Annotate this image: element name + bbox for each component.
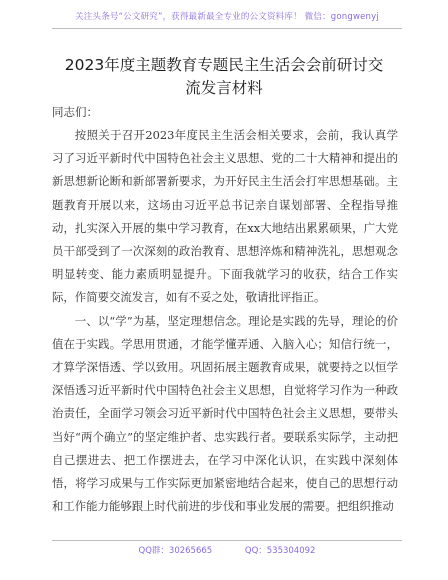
document-body <box>52 124 398 518</box>
header-divider <box>52 28 402 29</box>
footer-qq: QQ：535304092 <box>244 546 316 556</box>
title-line-1: 2023年度主题教育专题民主生活会会前研讨交 <box>64 56 384 74</box>
title-line-2: 流发言材料 <box>185 79 263 97</box>
footer-qq-group: QQ群：30265665 <box>138 546 213 556</box>
header-note: 关注头条号“公文研究”，获得最新最全专业的公文资料库！ 微信：gongwenyj <box>75 12 379 22</box>
document-title <box>48 54 400 100</box>
paragraph-intro: 按照关于召开2023年度民主生活会相关要求，会前，我认真学习了习近平新时代中国特色社会主义思想、党的二十大精神和提出的新思想新论断和新部署新要求，为开好民主生活会打牢思想基础。主题教育开展以来，这场由习近平总书记亲自谋划部署、全程指导推动，扎实深入开展的集中学习教育，在xx大地结出累累硕果，广大党员干部受到了一次深刻的政治教育、思想淬炼和精神洗礼，思想观念明显转变、能力素质明显提升。下面我就学习的收获，结合工作实际，作简要交流发言，如有不妥之处，敬请批评指正。 <box>52 128 398 305</box>
salutation: 同志们： <box>52 105 98 119</box>
footer-contact <box>52 544 402 556</box>
paragraph-section-1: 一、以“学”为基，坚定理想信念。理论是实践的先导，理论的价值在于实践。学思用贯通，才能学懂弄通、入脑入心；知信行统一，才算学深悟透、学以致用。巩固拓展主题教育成果，就要持之以恒学深悟透习近平新时代中国特色社会主义思想，自觉将学习作为一种政治责任，全面学习领会习近平新时代中国特色社会主义思想，要带头当好“两个确立”的坚定维护者、忠实践行者。要联系实际学，主动把自己摆进去、把工作摆进去，在学习中深化认识，在实践中深刻体悟，将学习成果与工作实际更加紧密地结合起来，使自己的思想行动和工作能力能够跟上时代前进的步伐和事业发展的需要。把组织推动 <box>52 313 398 514</box>
footer-divider <box>52 540 402 541</box>
